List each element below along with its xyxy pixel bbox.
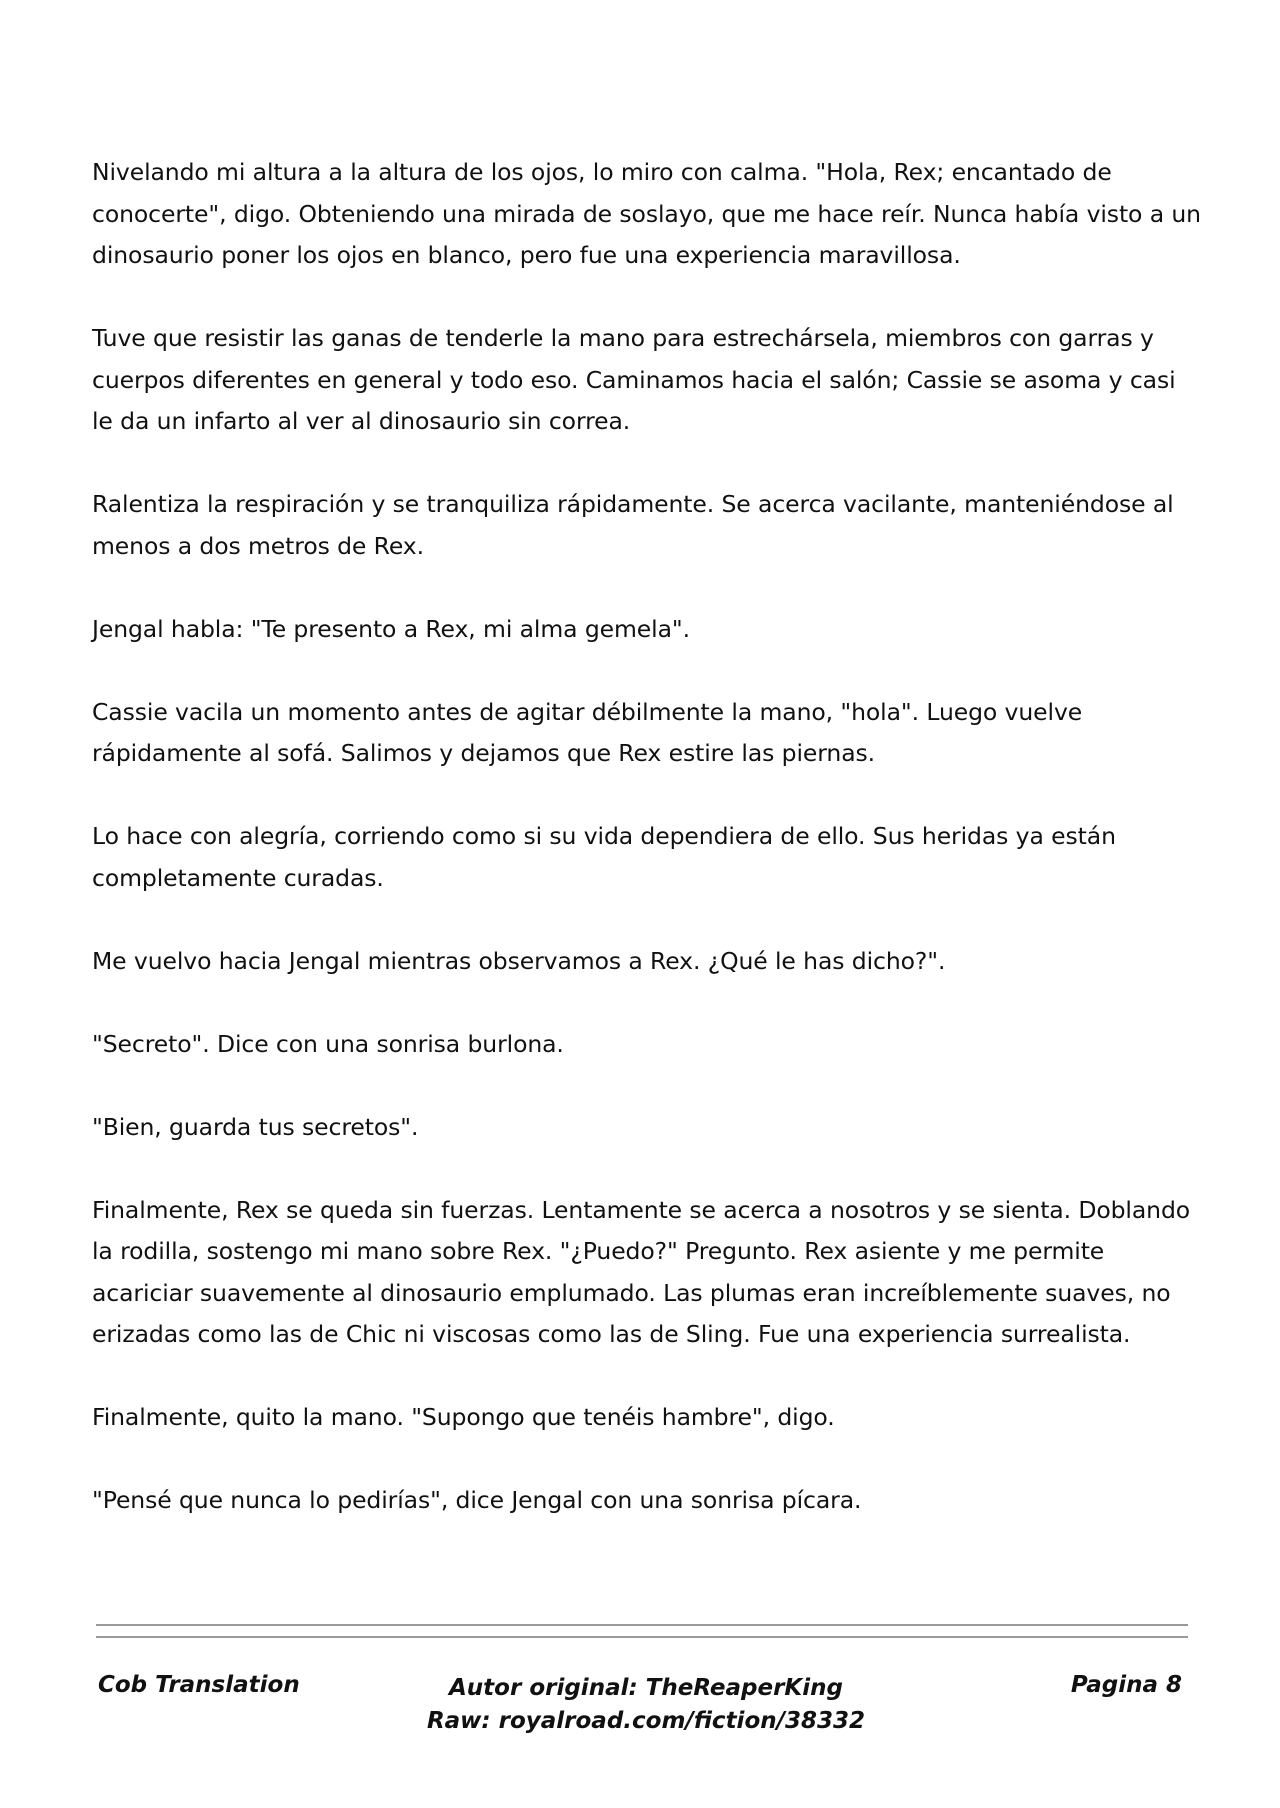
paragraph-4: Jengal habla: "Te presento a Rex, mi alma gemela". [92, 614, 690, 643]
paragraph-12: "Pensé que nunca lo pedirías", dice Jengal con una sonrisa pícara. [92, 1486, 862, 1514]
paragraph-2: Tuve que resistir las ganas de tenderle la mano para estrechársela, miembros con garras y cuerpos diferentes en general y todo eso. Caminamos hacia el salón; Cassie se asoma y casi le da un infarto al ver al dinosaurio sin correa. [92, 324, 1176, 435]
paragraph-1: Nivelando mi altura a la altura de los ojos, lo miro con calma. "Hola, Rex; encantado de conocerte", digo. Obteniendo una mirada de soslayo, que me hace reír. Nunca había visto a un dinosaurio poner los ojos en blanco, pero fue una experiencia maravillosa. [92, 158, 1201, 269]
paragraph-6: Lo hace con alegría, corriendo como si su vida dependiera de ello. Sus heridas ya están completamente curadas. [92, 822, 1116, 892]
paragraph-7: Me vuelvo hacia Jengal mientras observamos a Rex. ¿Qué le has dicho?". [92, 946, 946, 975]
footer-page-number: Pagina 8 [1070, 1672, 1182, 1698]
page-body [92, 152, 1202, 1563]
footer-translator: Cob Translation [98, 1672, 300, 1698]
paragraph-5: Cassie vacila un momento antes de agitar débilmente la mano, "hola". Luego vuelve rápidamente al sofá. Salimos y dejamos que Rex estire las piernas. [92, 697, 1083, 767]
footer-original-author: Autor original: TheReaperKing [449, 1675, 843, 1701]
paragraph-11: Finalmente, quito la mano. "Supongo que tenéis hambre", digo. [92, 1403, 835, 1431]
paragraph-3: Ralentiza la respiración y se tranquiliza rápidamente. Se acerca vacilante, manteniéndose al menos a dos metros de Rex. [92, 490, 1174, 560]
footer-divider-bottom [96, 1636, 1188, 1638]
footer-divider-top [96, 1624, 1188, 1626]
paragraph-8: "Secreto". Dice con una sonrisa burlona. [92, 1029, 564, 1058]
paragraph-9: "Bien, guarda tus secretos". [92, 1112, 419, 1141]
footer-raw-source: Raw: royalroad.com/fiction/38332 [426, 1708, 866, 1734]
paragraph-10: Finalmente, Rex se queda sin fuerzas. Lentamente se acerca a nosotros y se sienta. Doblando la rodilla, sostengo mi mano sobre Rex. "¿Puedo?" Pregunto. Rex asiente y me permite acariciar suavemente al dinosaurio emplumado. Las plumas eran increíblemente suaves, no erizadas como las de Chic ni viscosas como las de Sling. Fue una experiencia surrealista. [92, 1195, 1191, 1348]
